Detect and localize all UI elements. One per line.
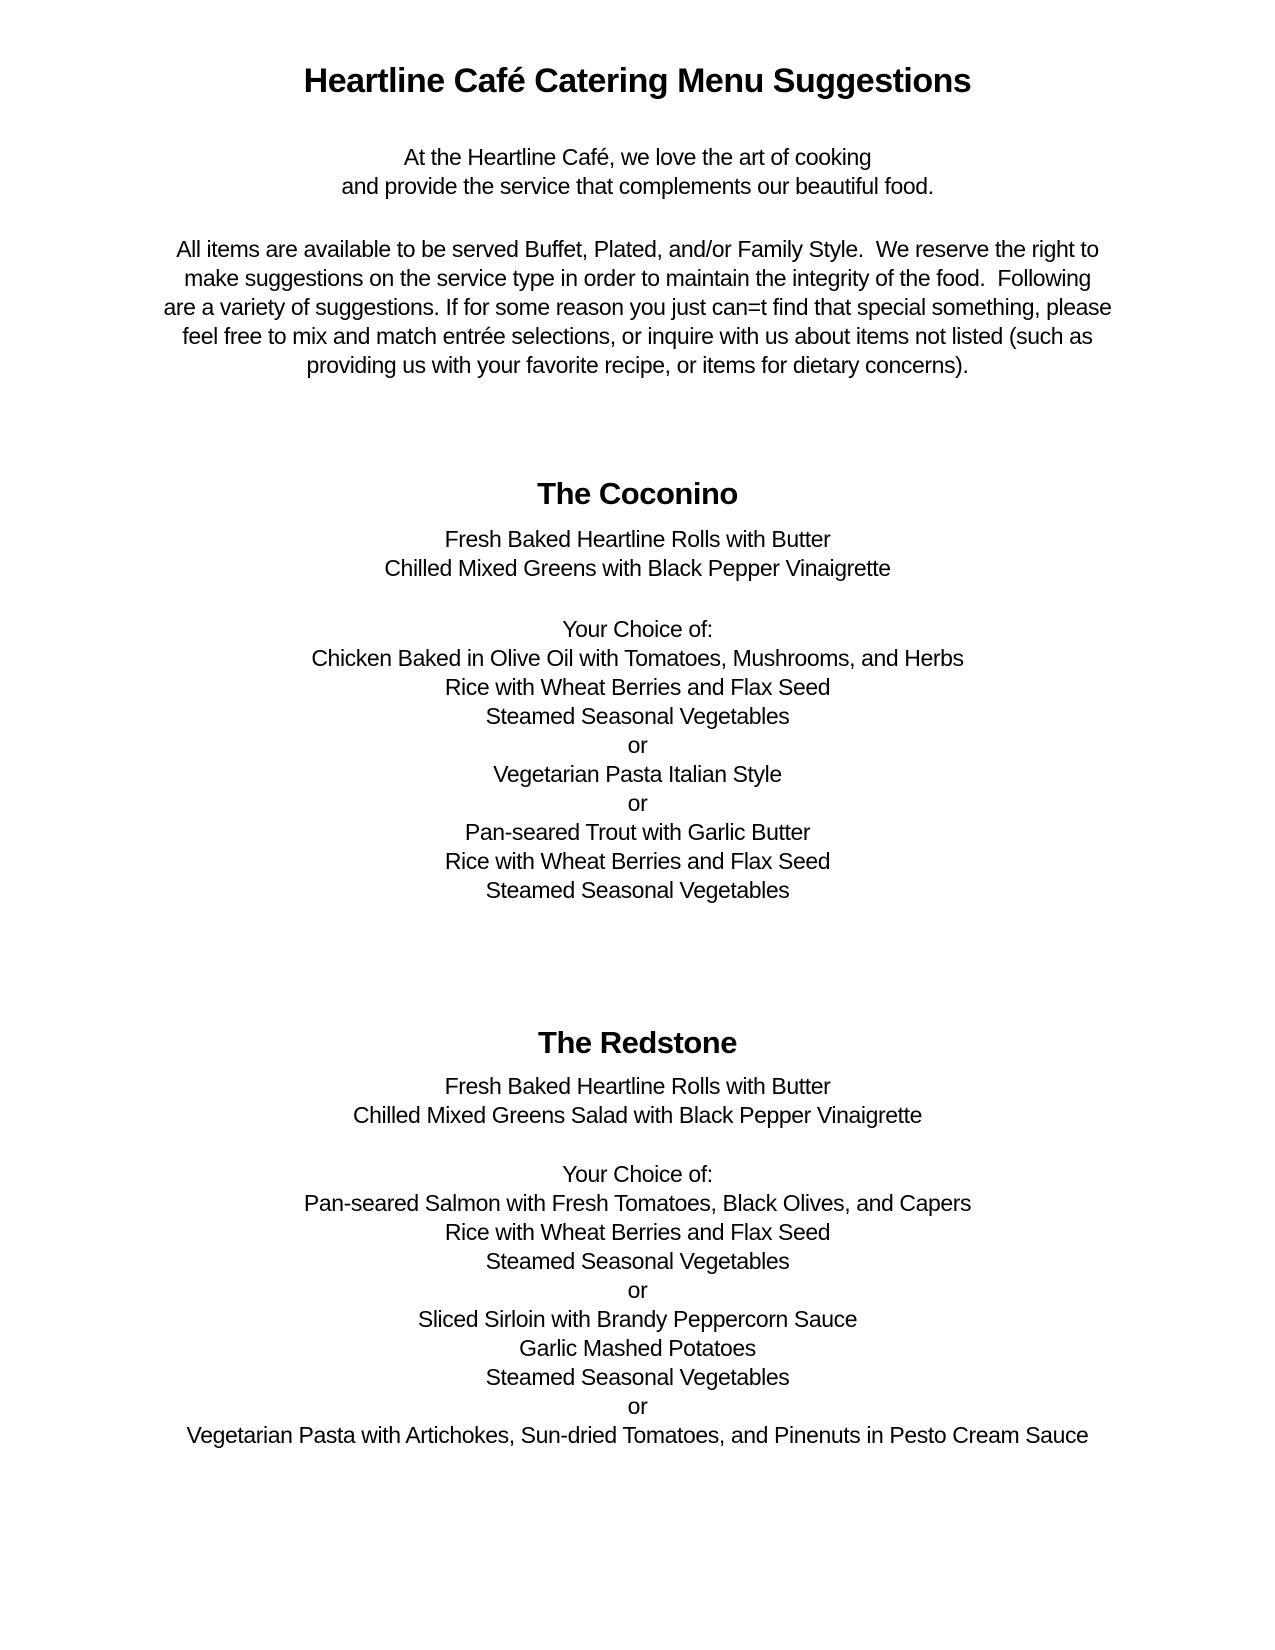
page-title: Heartline Café Catering Menu Suggestions — [303, 62, 972, 100]
menu-item-line: Chicken Baked in Olive Oil with Tomatoes, Mushrooms, and Herbs — [311, 645, 964, 671]
menu-item-line: Pan-seared Salmon with Fresh Tomatoes, Black Olives, and Capers — [303, 1190, 972, 1216]
tagline-line-2: and provide the service that complements our beautiful food. — [341, 173, 934, 199]
intro-paragraph-line: make suggestions on the service type in order to maintain the integrity of the food. Following — [184, 265, 1091, 291]
section-heading-coconino: The Coconino — [537, 476, 738, 511]
or-separator: or — [627, 790, 648, 816]
menu-item-line: Steamed Seasonal Vegetables — [485, 703, 790, 729]
tagline-line-1: At the Heartline Café, we love the art of cooking — [403, 144, 872, 170]
or-separator: or — [627, 732, 648, 758]
intro-paragraph-line: feel free to mix and match entrée selections, or inquire with us about items not listed (such as — [182, 323, 1093, 349]
menu-item-line: Chilled Mixed Greens Salad with Black Pepper Vinaigrette — [352, 1102, 923, 1128]
choice-label: Your Choice of: — [562, 616, 713, 642]
menu-item-line: Rice with Wheat Berries and Flax Seed — [444, 848, 831, 874]
intro-paragraph-line: All items are available to be served Buffet, Plated, and/or Family Style. We reserve the right to — [176, 236, 1099, 262]
menu-item-line: Garlic Mashed Potatoes — [519, 1335, 756, 1361]
section-heading-redstone: The Redstone — [538, 1025, 737, 1060]
menu-item-line: Sliced Sirloin with Brandy Peppercorn Sauce — [417, 1306, 858, 1332]
intro-paragraph-line: providing us with your favorite recipe, or items for dietary concerns). — [306, 352, 969, 378]
or-separator: or — [627, 1393, 648, 1419]
menu-item-line: Rice with Wheat Berries and Flax Seed — [444, 1219, 831, 1245]
menu-item-line: Vegetarian Pasta with Artichokes, Sun-dried Tomatoes, and Pinenuts in Pesto Cream Sauce — [186, 1422, 1089, 1448]
menu-item-line: Pan-seared Trout with Garlic Butter — [464, 819, 811, 845]
menu-item-line: Steamed Seasonal Vegetables — [485, 877, 790, 903]
menu-item-line: Steamed Seasonal Vegetables — [485, 1248, 790, 1274]
menu-item-line: Fresh Baked Heartline Rolls with Butter — [444, 526, 831, 552]
menu-item-line: Fresh Baked Heartline Rolls with Butter — [444, 1073, 831, 1099]
choice-label: Your Choice of: — [562, 1161, 713, 1187]
menu-item-line: Steamed Seasonal Vegetables — [485, 1364, 790, 1390]
menu-item-line: Vegetarian Pasta Italian Style — [493, 761, 782, 787]
intro-paragraph-line: are a variety of suggestions. If for some reason you just can=t find that special something, please — [163, 294, 1112, 320]
menu-item-line: Chilled Mixed Greens with Black Pepper Vinaigrette — [384, 555, 891, 581]
or-separator: or — [627, 1277, 648, 1303]
menu-item-line: Rice with Wheat Berries and Flax Seed — [444, 674, 831, 700]
